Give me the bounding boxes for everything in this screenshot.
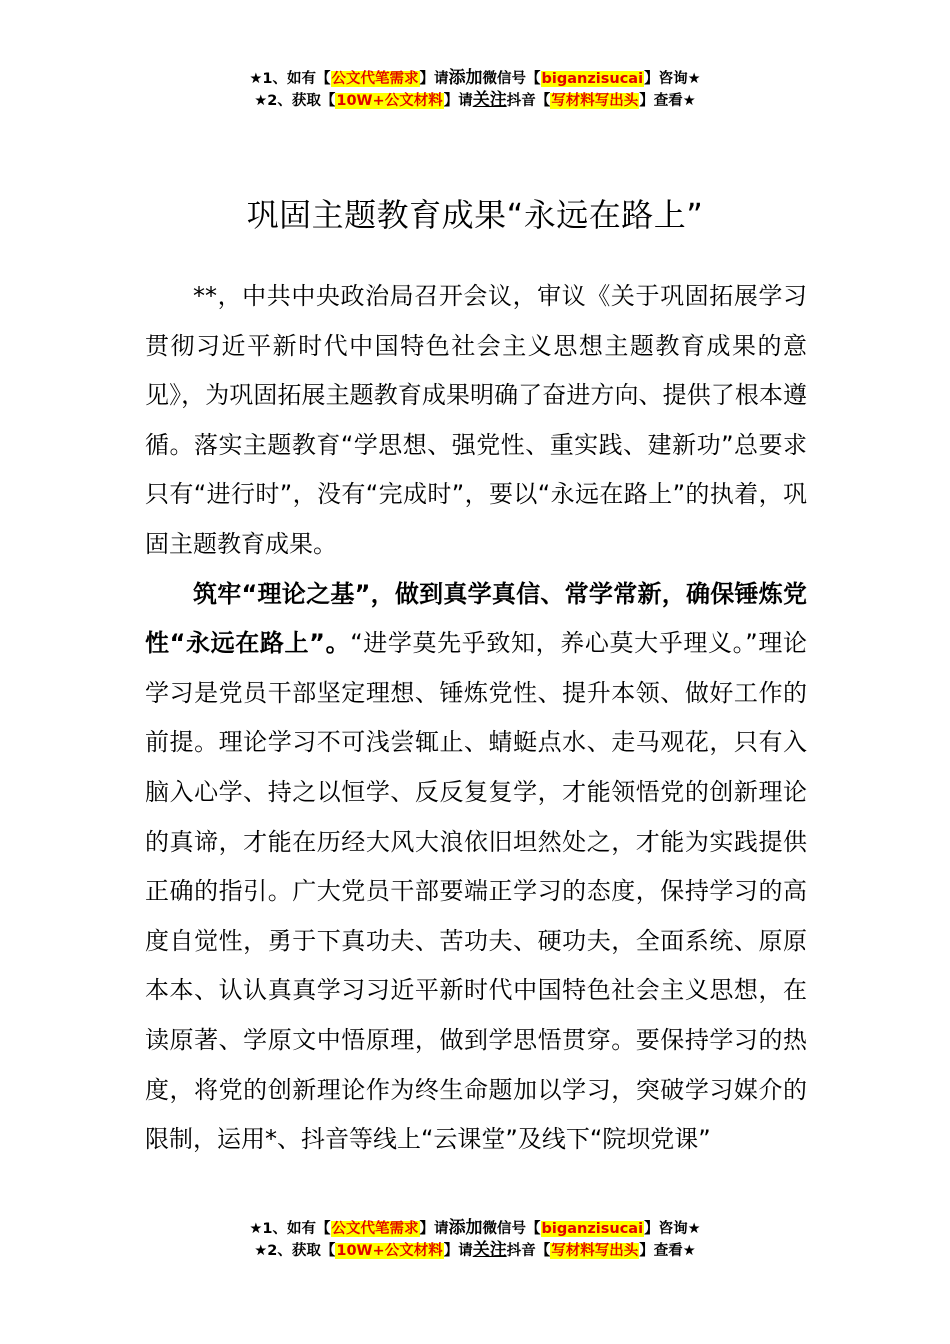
banner-emphasis: 添加 bbox=[448, 1218, 483, 1238]
paragraph-body: “进学莫先乎致知，养心莫大乎理义。”理论学习是党员干部坚定理想、锤炼党性、提升本领、做好工作的前提。理论学习不可浅尝辄止、蜻蜓点水、走马观花，只有入脑入心学、持之以恒学、反反复复学，才能领悟党的创新理论的真谛，才能在历经大风大浪依旧坦然处之，才能为实践提供正确的指引。广大党员干部要端正学习的态度，保持学习的高度自觉性，勇于下真功夫、苦功夫、硬功夫，全面系统、原原本本、认认真真学习习近平新时代中国特色社会主义思想，在读原著、学原文中悟原理，做到学思悟贯穿。要保持学习的热度，将党的创新理论作为终生命题加以学习，突破学习媒介的限制，运用*、抖音等线上“云课堂”及线下“院坝党课” bbox=[145, 629, 807, 1154]
banner-text: 】查看★ bbox=[639, 93, 696, 109]
banner-text: 】查看★ bbox=[639, 1243, 696, 1259]
document-body bbox=[145, 272, 807, 1165]
paragraph-lead: 筑牢“理论之基”，做到真学真信、常学常新，确保锤炼党性“永远在路上”。 bbox=[145, 579, 807, 658]
banner-text: 微信号【 bbox=[482, 71, 541, 87]
banner-text: 抖音【 bbox=[506, 93, 551, 109]
header-banner bbox=[0, 67, 950, 111]
banner-text: ★1、如有【 bbox=[249, 71, 331, 87]
banner-text: ★2、获取【 bbox=[254, 1243, 336, 1259]
banner-text: 】咨询★ bbox=[644, 71, 701, 87]
banner-line-2 bbox=[0, 1239, 950, 1261]
banner-text: 微信号【 bbox=[482, 1221, 541, 1237]
banner-highlight: 公文代笔需求 bbox=[331, 71, 419, 87]
document-title: 巩固主题教育成果“永远在路上” bbox=[246, 196, 704, 235]
banner-text: ★2、获取【 bbox=[254, 93, 336, 109]
banner-emphasis: 添加 bbox=[448, 68, 483, 88]
banner-highlight: 10W+公文材料 bbox=[336, 93, 443, 109]
banner-highlight: 写材料写出头 bbox=[551, 93, 639, 109]
banner-text: 】请 bbox=[419, 71, 449, 87]
banner-highlight: 10W+公文材料 bbox=[336, 1243, 443, 1259]
banner-text: 】请 bbox=[443, 93, 473, 109]
banner-emphasis: 关注 bbox=[472, 90, 507, 110]
banner-text: 】请 bbox=[419, 1221, 449, 1237]
banner-highlight: 公文代笔需求 bbox=[331, 1221, 419, 1237]
banner-text: ★1、如有【 bbox=[249, 1221, 331, 1237]
paragraph bbox=[145, 570, 807, 1165]
banner-line-1 bbox=[0, 67, 950, 89]
banner-highlight: biganzisucai bbox=[541, 71, 644, 87]
banner-highlight: 写材料写出头 bbox=[551, 1243, 639, 1259]
banner-line-1 bbox=[0, 1217, 950, 1239]
banner-text: 】咨询★ bbox=[644, 1221, 701, 1237]
banner-highlight: biganzisucai bbox=[541, 1221, 644, 1237]
footer-banner bbox=[0, 1217, 950, 1261]
banner-emphasis: 关注 bbox=[472, 1240, 507, 1260]
banner-text: 抖音【 bbox=[506, 1243, 551, 1259]
banner-line-2 bbox=[0, 89, 950, 111]
paragraph: **，中共中央政治局召开会议，审议《关于巩固拓展学习贯彻习近平新时代中国特色社会主义思想主题教育成果的意见》，为巩固拓展主题教育成果明确了奋进方向、提供了根本遵循。落实主题教育“学思想、强党性、重实践、建新功”总要求只有“进行时”，没有“完成时”，要以“永远在路上”的执着，巩固主题教育成果。 bbox=[145, 282, 807, 558]
banner-text: 】请 bbox=[443, 1243, 473, 1259]
